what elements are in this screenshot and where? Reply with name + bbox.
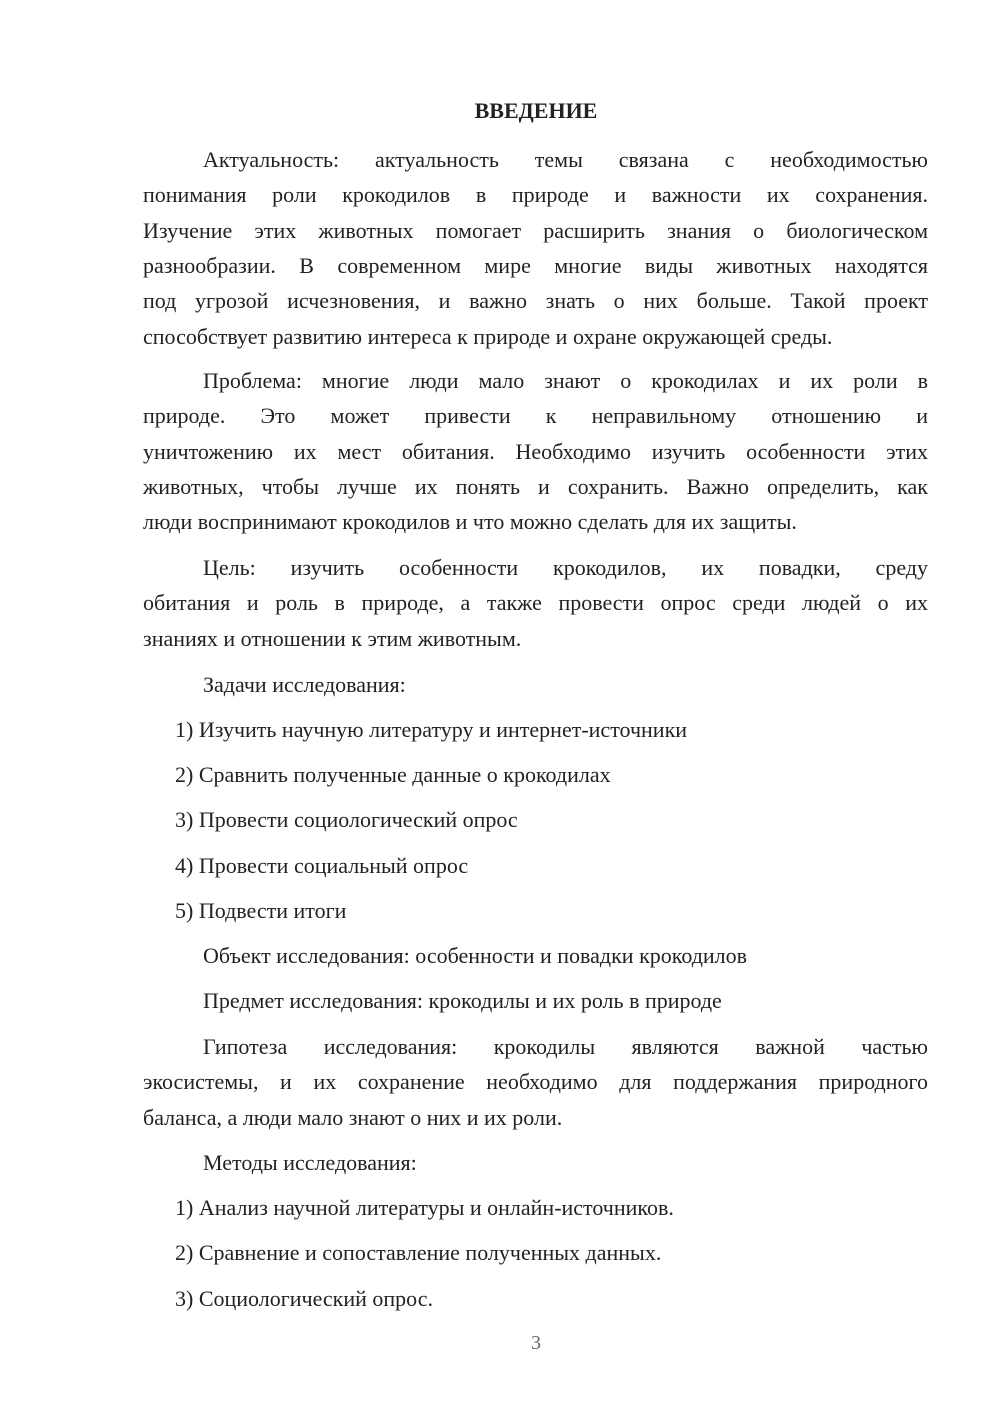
paragraph-line: разнообразии. В современном мире многие виды животных находятся — [143, 252, 928, 278]
paragraph-line: животных, чтобы лучше их понять и сохранить. Важно определить, как — [143, 473, 928, 499]
paragraph-line: баланса, а люди мало знают о них и их роли. — [143, 1104, 563, 1130]
paragraph-line: люди воспринимают крокодилов и что можно сделать для их защиты. — [143, 509, 797, 535]
paragraph-line: Объект исследования: особенности и повадки крокодилов — [203, 943, 748, 968]
list-item: 1) Изучить научную литературу и интернет-источники — [175, 717, 688, 742]
paragraph-line: экосистемы, и их сохранение необходимо для поддержания природного — [143, 1069, 928, 1095]
list-item: 2) Сравнение и сопоставление полученных данных. — [175, 1240, 662, 1265]
paragraph-line: уничтожению их мест обитания. Необходимо изучить особенности этих — [143, 438, 928, 464]
list-item: 4) Провести социальный опрос — [175, 853, 469, 878]
paragraph-line: Методы исследования: — [203, 1150, 417, 1175]
paragraph-line: Изучение этих животных помогает расширить знания о биологическом — [143, 217, 928, 243]
paragraph-line: Проблема: многие люди мало знают о крокодилах и их роли в — [203, 368, 928, 393]
paragraph-line: понимания роли крокодилов в природе и важности их сохранения. — [143, 182, 928, 208]
paragraph-line: способствует развитию интереса к природе и охране окружающей среды. — [143, 323, 833, 349]
paragraph-line: под угрозой исчезновения, и важно знать о них больше. Такой проект — [143, 288, 928, 314]
list-item: 3) Провести социологический опрос — [175, 807, 518, 832]
list-item: 3) Социологический опрос. — [175, 1286, 433, 1311]
page-number: 3 — [531, 1332, 541, 1354]
paragraph-line: Задачи исследования: — [203, 672, 406, 697]
paragraph-line: Предмет исследования: крокодилы и их роль в природе — [203, 988, 722, 1013]
paragraph-line: обитания и роль в природе, а также провести опрос среди людей о их — [143, 590, 928, 616]
paragraph-line: Цель: изучить особенности крокодилов, их повадки, среду — [203, 555, 928, 580]
paragraph-line: Гипотеза исследования: крокодилы являются важной частью — [203, 1034, 928, 1059]
paragraph-line: знаниях и отношении к этим животным. — [143, 625, 522, 651]
list-item: 1) Анализ научной литературы и онлайн-источников. — [175, 1195, 674, 1220]
list-item: 2) Сравнить полученные данные о крокодилах — [175, 762, 611, 787]
page-title: ВВЕДЕНИЕ — [474, 98, 598, 123]
list-item: 5) Подвести итоги — [175, 898, 347, 923]
paragraph-line: Актуальность: актуальность темы связана с необходимостью — [203, 147, 928, 172]
paragraph-line: природе. Это может привести к неправильному отношению и — [143, 403, 928, 429]
